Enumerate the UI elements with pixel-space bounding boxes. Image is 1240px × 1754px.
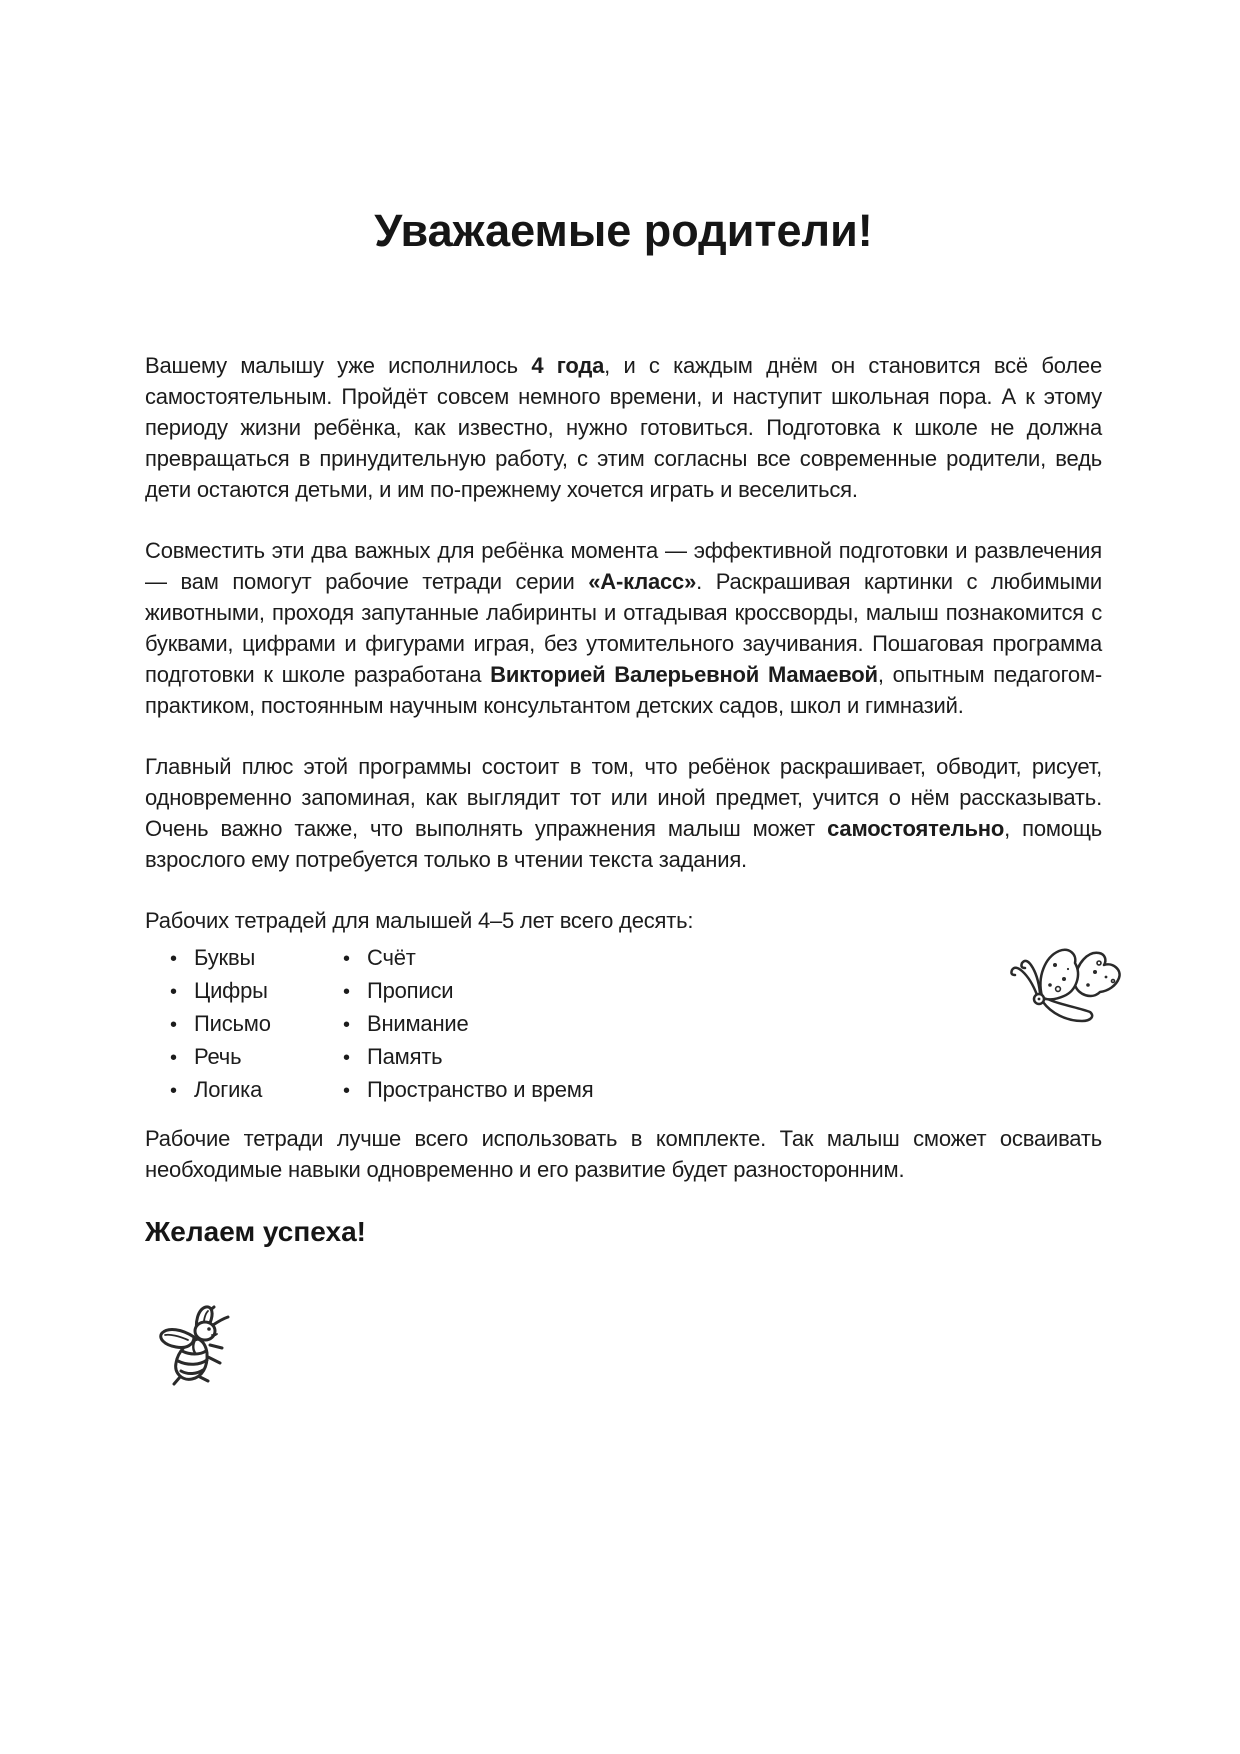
list-item-label: Счёт xyxy=(367,945,416,970)
list-item-label: Речь xyxy=(194,1044,242,1069)
bullet-icon: • xyxy=(343,1014,350,1036)
list-item-label: Письмо xyxy=(194,1011,271,1036)
bullet-icon: • xyxy=(343,981,350,1003)
bullet-icon: • xyxy=(170,1080,177,1102)
bold-text-independently: самостоятельно xyxy=(827,816,1005,841)
text-segment: . Раскрашивая картинки с любимыми животными, проходя запутанные лабиринты и отгадывая кроссворды, малыш познакомится с буквами, цифрами и фигурами играя, без утомительного заучивания. Пошаговая программа подготовки к школе разработана xyxy=(145,569,1102,687)
bold-text-author-name: Викторией Валерьевной Мамаевой xyxy=(490,662,878,687)
list-item-label: Память xyxy=(367,1044,443,1069)
text-segment: , и с каждым днём он становится всё более самостоятельным. Пройдёт совсем немного времени, и наступит школьная пора. А к этому периоду жизни ребёнка, как известно, нужно готовиться. Подготовка к школе не должна превращаться в принудительную работу, с этим согласны все современные родители, ведь дети остаются детьми, и им по-прежнему хочется играть и веселиться. xyxy=(145,353,1102,502)
text-segment: Главный плюс этой программы состоит в том, что ребёнок раскрашивает, обводит, рисует, одновременно запоминая, как выглядит тот или иной предмет, учится о нём рассказывать. Очень важно также, что выполнять упражнения малыш может xyxy=(145,754,1102,841)
text-segment: Вашему малышу уже исполнилось xyxy=(145,353,532,378)
list-item xyxy=(170,1074,343,1107)
list-item xyxy=(343,975,593,1008)
bullet-icon: • xyxy=(170,948,177,970)
paragraph-series xyxy=(145,535,1102,721)
list-item-label: Цифры xyxy=(194,978,268,1003)
bullet-icon: • xyxy=(343,1080,350,1102)
list-item xyxy=(170,975,343,1008)
list-item-label: Буквы xyxy=(194,945,256,970)
list-item xyxy=(343,1041,593,1074)
text-segment: , опытным педагогом-практиком, постоянным научным консультантом детских садов, школ и гимназий. xyxy=(145,662,1103,718)
bold-text-series-name: «А-класс» xyxy=(588,569,697,594)
bullet-icon: • xyxy=(170,1014,177,1036)
list-item-label: Пространство и время xyxy=(367,1077,594,1102)
bullet-icon: • xyxy=(343,948,350,970)
list-item-label: Прописи xyxy=(367,978,454,1003)
notebook-column-2 xyxy=(343,942,593,1107)
list-item-label: Логика xyxy=(194,1077,263,1102)
bullet-icon: • xyxy=(170,981,177,1003)
notebook-list xyxy=(145,942,1102,1107)
text-segment: Совместить эти два важных для ребёнка момента — эффективной подготовки и развлечения — вам помогут рабочие тетради серии xyxy=(145,538,1102,594)
notebook-column-1 xyxy=(145,942,343,1107)
text-segment: , помощь взрослого ему потребуется только в чтении текста задания. xyxy=(145,816,1102,872)
paragraph-intro xyxy=(145,350,1102,505)
list-item xyxy=(343,1008,593,1041)
list-item-label: Внимание xyxy=(367,1011,469,1036)
page-content xyxy=(145,205,1102,1249)
bullet-icon: • xyxy=(170,1047,177,1069)
paragraph-benefits xyxy=(145,751,1102,875)
list-item xyxy=(170,1041,343,1074)
butterfly-icon xyxy=(998,941,1133,1033)
closing-heading: Желаем успеха! xyxy=(145,1216,366,1247)
bullet-icon: • xyxy=(343,1047,350,1069)
list-item xyxy=(343,1074,593,1107)
page-title: Уважаемые родители! xyxy=(374,205,873,256)
bold-text-age: 4 года xyxy=(531,353,605,378)
paragraph-recommendation: Рабочие тетради лучше всего использовать в комплекте. Так малыш сможет осваивать необходимые навыки одновременно и его развитие будет разносторонним. xyxy=(145,1126,1102,1182)
list-item xyxy=(343,942,593,975)
notebook-list-intro: Рабочих тетрадей для малышей 4–5 лет всего десять: xyxy=(145,908,694,933)
bee-icon xyxy=(150,1303,240,1395)
list-item xyxy=(170,942,343,975)
list-item xyxy=(170,1008,343,1041)
